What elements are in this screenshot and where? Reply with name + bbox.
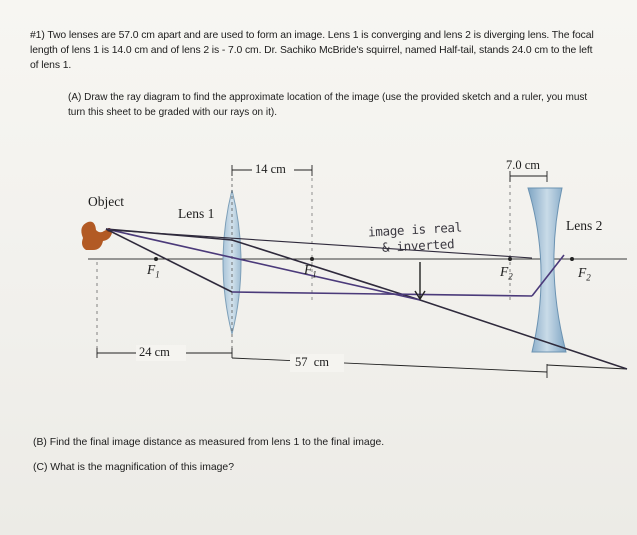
f1-right-point <box>310 257 314 261</box>
f2-right-label: $F_2$ <box>578 265 591 283</box>
f1-right-label: $F_1$ <box>304 262 317 280</box>
lens-1-label: Lens 1 <box>178 206 215 221</box>
f2-left-label: $F_2$ <box>500 264 513 282</box>
ray-extension <box>420 300 627 369</box>
handwritten-note-line-1: image is real <box>367 219 463 240</box>
problem-statement: #1) Two lenses are 57.0 cm apart and are used to form an image. Lens 1 is converging and lens 2 is diverging lens. The focal length of lens 1 is 14.0 cm and of lens 2 is - 7.0 cm. Dr. Sachiko McBride's squirrel, named Half-tail, stands 24.0 cm to the left of lens 1. <box>30 30 594 72</box>
diverging-lens-2 <box>528 188 566 352</box>
f2-left-point <box>508 257 512 261</box>
f2-right-point <box>570 257 574 261</box>
object-label: Object <box>88 194 124 209</box>
image-arrow <box>415 262 425 299</box>
dim-14-label: 14 cm <box>255 162 286 176</box>
lens-2-label: Lens 2 <box>566 218 603 233</box>
part-c-question: (C) What is the magnification of this image? <box>33 462 234 473</box>
handwritten-note-line-2: & inverted <box>381 236 455 255</box>
dim-57-label: 57 cm <box>295 355 330 369</box>
part-a-question: (A) Draw the ray diagram to find the approximate location of the image (use the provided sketch and a ruler, you must turn this sheet to be graded with our rays on it). <box>68 92 588 118</box>
f1-left-point <box>154 257 158 261</box>
part-b-question: (B) Find the final image distance as measured from lens 1 to the final image. <box>33 437 385 448</box>
f1-left-label: $F_1$ <box>147 262 160 280</box>
squirrel-object <box>81 222 112 250</box>
dim-24-label: 24 cm <box>139 345 170 359</box>
dim-7-label: 7.0 cm <box>506 158 541 172</box>
ray-parallel-out <box>232 292 532 296</box>
dim-57-line <box>232 358 547 372</box>
